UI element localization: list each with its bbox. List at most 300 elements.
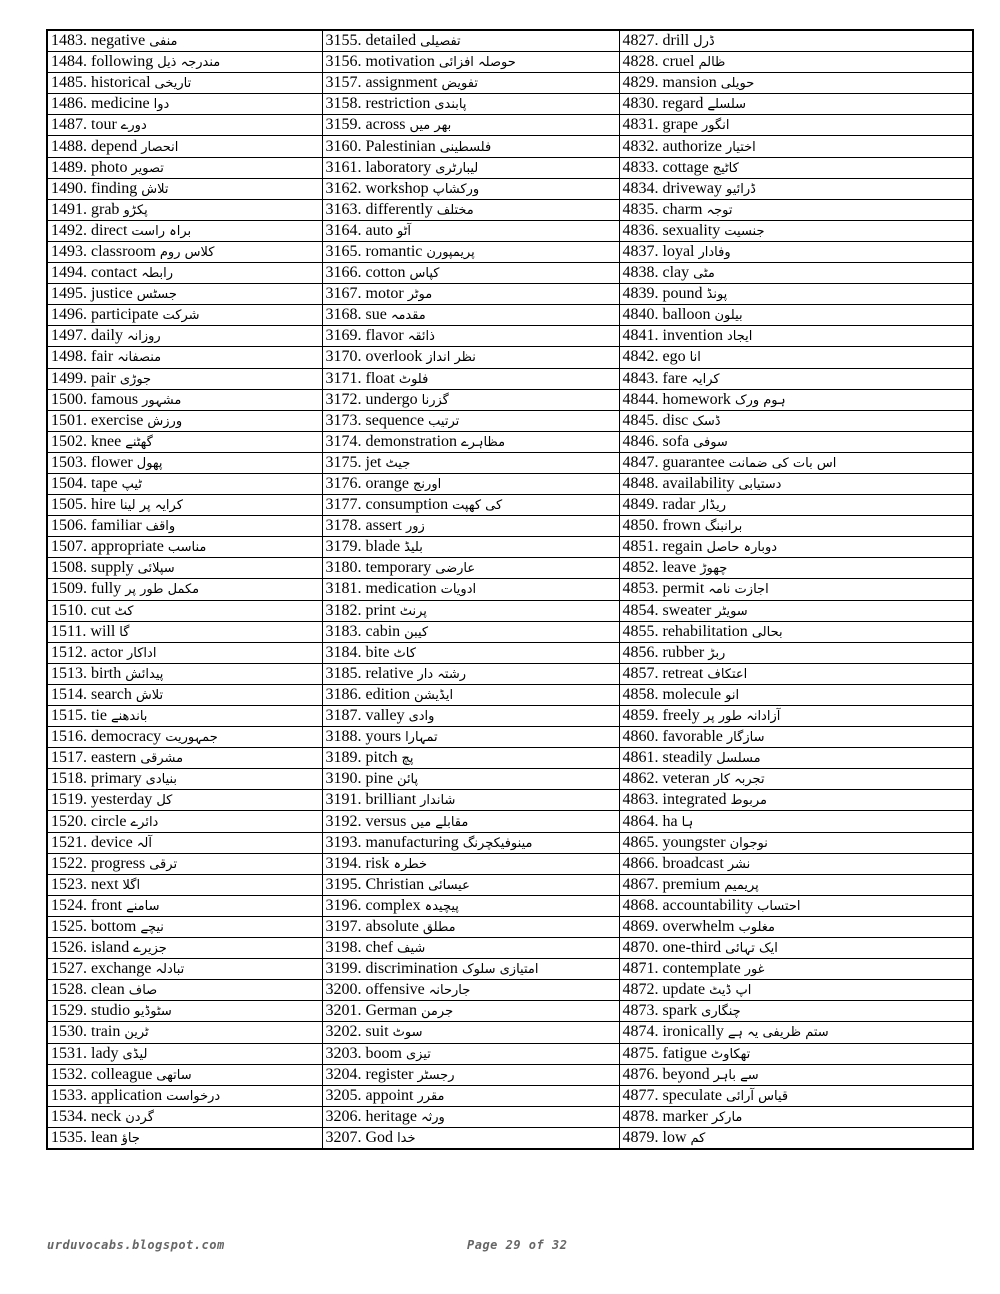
english-word: 3164. auto [325,221,398,239]
table-row [47,136,973,157]
english-word: 3158. restriction [325,95,435,113]
urdu-translation: سامنے [126,898,160,914]
urdu-translation: ترتیب [428,413,460,429]
table-row [47,157,973,178]
english-word: 4870. one-third [622,939,726,957]
vocab-cell [47,558,322,579]
english-word: 3167. motor [325,285,408,303]
urdu-translation: غور [744,962,765,978]
english-word: 4856. rubber [622,643,709,661]
urdu-translation: ادویات [440,582,477,598]
vocab-cell [322,326,619,347]
english-word: 1519. yesterday [51,791,157,809]
urdu-translation: زور [405,519,425,535]
english-word: 1483. negative [51,32,150,50]
english-word: 3182. print [325,601,400,619]
table-row [47,431,973,452]
vocab-cell [47,220,322,241]
urdu-translation: شرکت [162,308,200,324]
vocab-cell [322,157,619,178]
english-word: 4844. homework [622,390,735,408]
english-word: 4848. availability [622,475,739,493]
urdu-translation: سلسلے [707,97,747,113]
urdu-translation: مشرقی [140,751,184,767]
table-row [47,663,973,684]
urdu-translation: سے باہر [713,1067,759,1083]
vocab-cell [619,663,973,684]
urdu-translation: درخواست [166,1088,221,1104]
english-word: 4834. driveway [622,179,727,197]
vocab-cell [47,663,322,684]
urdu-translation: منصفانہ [117,350,162,366]
urdu-translation: ایجاد [726,329,753,345]
english-word: 4875. fatigue [622,1044,711,1062]
urdu-translation: پریمیم [724,877,759,893]
urdu-translation: ساتھی [156,1067,192,1083]
english-word: 3180. temporary [325,559,436,577]
urdu-translation: مغلوب [738,919,775,935]
english-word: 4842. ego [622,348,690,366]
vocab-cell [47,938,322,959]
english-word: 3200. offensive [325,981,429,999]
urdu-translation: ربڑ [708,645,726,661]
table-row [47,1022,973,1043]
english-word: 1491. grab [51,200,124,218]
urdu-translation: مناسب [167,540,207,556]
vocab-cell [322,389,619,410]
urdu-translation: گردن [125,1109,154,1125]
vocab-cell [322,431,619,452]
urdu-translation: جوڑی [119,371,152,387]
english-word: 4833. cottage [622,158,713,176]
english-word: 1499. pair [51,369,120,387]
english-word: 1501. exercise [51,411,148,429]
english-word: 1493. classroom [51,242,160,260]
english-word: 1525. bottom [51,917,141,935]
vocab-cell [619,495,973,516]
urdu-translation: اختیار [726,139,756,155]
vocab-cell [47,94,322,115]
english-word: 1504. tape [51,475,122,493]
vocab-cell [322,30,619,52]
vocab-cell [619,1064,973,1085]
vocab-cell [47,832,322,853]
vocab-cell [322,473,619,494]
english-word: 3172. undergo [325,390,422,408]
english-word: 4841. invention [622,327,727,345]
vocab-cell [619,284,973,305]
vocab-cell [619,853,973,874]
vocab-cell [47,916,322,937]
english-word: 1508. supply [51,559,138,577]
english-word: 1509. fully [51,580,126,598]
urdu-translation: سوٹ [392,1025,423,1041]
urdu-translation: نوجوان [729,835,768,851]
urdu-translation: جمہوریت [165,730,218,746]
english-word: 1494. contact [51,264,142,282]
urdu-translation: بحالی [751,624,783,640]
english-word: 3194. risk [325,854,394,872]
vocab-cell [619,895,973,916]
urdu-translation: کرایہ پر لینا [119,498,183,514]
table-row [47,305,973,326]
table-row [47,368,973,389]
urdu-translation: سپلائی [137,561,175,577]
english-word: 3176. orange [325,475,414,493]
urdu-translation: تھکاوٹ [710,1046,751,1062]
vocab-cell [47,748,322,769]
english-word: 1522. progress [51,854,150,872]
english-word: 4876. beyond [622,1065,714,1083]
vocab-cell [322,241,619,262]
urdu-translation: اپ ڈیٹ [709,983,752,999]
table-row [47,537,973,558]
english-word: 4877. speculate [622,1086,727,1104]
table-row [47,642,973,663]
vocab-cell [322,220,619,241]
english-word: 1497. daily [51,327,127,345]
english-word: 3199. discrimination [325,960,462,978]
urdu-translation: پھول [136,455,163,471]
english-word: 4851. regain [622,538,707,556]
urdu-translation: تفصیلی [420,34,461,50]
english-word: 1507. appropriate [51,538,168,556]
english-word: 3192. versus [325,812,411,830]
english-word: 1492. direct [51,221,132,239]
urdu-translation: ڈرل [693,34,715,50]
vocab-cell [619,94,973,115]
vocab-cell [47,284,322,305]
vocab-cell [322,263,619,284]
urdu-translation: جزیرے [133,941,167,957]
vocab-cell [322,684,619,705]
vocabulary-table-body [47,30,973,1149]
english-word: 3166. cotton [325,264,410,282]
english-word: 1526. island [51,939,134,957]
urdu-translation: مارکر [711,1109,743,1125]
english-word: 1530. train [51,1023,125,1041]
vocab-cell [47,959,322,980]
english-word: 3203. boom [325,1044,406,1062]
vocab-cell [619,136,973,157]
table-row [47,874,973,895]
vocab-cell [47,495,322,516]
vocab-cell [619,832,973,853]
urdu-translation: آلہ [136,835,152,851]
table-row [47,980,973,1001]
vocab-cell [322,347,619,368]
english-word: 3193. manufacturing [325,833,463,851]
table-row [47,1043,973,1064]
table-row [47,263,973,284]
vocab-cell [619,52,973,73]
table-row [47,895,973,916]
urdu-translation: مسلسل [716,751,761,767]
english-word: 3207. God [325,1128,398,1146]
table-row [47,621,973,642]
urdu-translation: کی کھپت [452,498,503,514]
english-word: 1527. exchange [51,960,156,978]
urdu-translation: براہ راست [131,223,192,239]
table-row [47,769,973,790]
urdu-translation: دوبارہ حاصل [706,540,778,556]
vocab-cell [47,980,322,1001]
urdu-translation: مشہور [142,392,182,408]
urdu-translation: جسٹس [136,287,177,303]
urdu-translation: ایڈیشن [413,687,454,703]
vocab-cell [47,410,322,431]
vocab-cell [619,600,973,621]
urdu-translation: چھوڑ [700,561,728,577]
english-word: 3185. relative [325,664,418,682]
vocab-cell [47,136,322,157]
vocab-cell [47,642,322,663]
english-word: 4874. ironically [622,1023,728,1041]
urdu-translation: کرایہ [691,371,720,387]
urdu-translation: فلوٹ [398,371,429,387]
english-word: 3165. romantic [325,242,427,260]
vocab-cell [619,642,973,663]
urdu-translation: گزرنا [421,392,449,408]
table-row [47,516,973,537]
english-word: 4850. frown [622,517,705,535]
vocab-cell [619,790,973,811]
english-word: 4835. charm [622,200,707,218]
vocab-cell [47,452,322,473]
urdu-translation: کاٹ [393,645,416,661]
urdu-translation: ڈسک [692,413,721,429]
urdu-translation: جرمن [421,1004,454,1020]
english-word: 1484. following [51,53,158,71]
vocab-cell [322,73,619,94]
urdu-translation: برانبنگ [704,519,743,535]
vocab-cell [47,115,322,136]
urdu-translation: مندرجہ ذیل [157,55,221,71]
vocab-cell [619,157,973,178]
english-word: 3205. appoint [325,1086,418,1104]
urdu-translation: احتساب [757,898,801,914]
english-word: 1520. circle [51,812,131,830]
vocab-cell [322,537,619,558]
table-row [47,600,973,621]
vocab-cell [619,1022,973,1043]
english-word: 4829. mansion [622,74,721,92]
urdu-translation: مظاہرے [461,434,506,450]
english-word: 3202. suit [325,1023,393,1041]
vocab-cell [322,811,619,832]
urdu-translation: اعتکاف [707,666,748,682]
urdu-translation: تجربہ کار [713,772,765,788]
table-row [47,558,973,579]
vocab-cell [619,916,973,937]
english-word: 3184. bite [325,643,394,661]
english-word: 3196. complex [325,896,425,914]
english-word: 1514. search [51,685,136,703]
english-word: 1485. historical [51,74,155,92]
english-word: 3204. register [325,1065,418,1083]
vocab-cell [619,684,973,705]
vocab-cell [47,874,322,895]
vocab-cell [47,1022,322,1043]
urdu-translation: مقدمہ [390,308,426,324]
english-word: 4849. radar [622,496,700,514]
urdu-translation: نیچے [140,919,164,935]
english-word: 3155. detailed [325,32,421,50]
english-word: 4859. freely [622,707,704,725]
urdu-translation: بیلون [714,308,743,324]
vocab-cell [47,684,322,705]
urdu-translation: پونڈ [706,287,728,303]
urdu-translation: خدا [397,1130,416,1146]
vocab-cell [619,452,973,473]
urdu-translation: ورکشاپ [432,181,480,197]
vocab-cell [47,537,322,558]
footer-website: urduvocabs.blogspot.com [47,1238,225,1252]
english-word: 3157. assignment [325,74,442,92]
urdu-translation: کٹ [114,603,134,619]
english-word: 3161. laboratory [325,158,436,176]
english-word: 1500. famous [51,390,143,408]
urdu-translation: رشتہ دار [417,666,466,682]
english-word: 3206. heritage [325,1107,422,1125]
english-word: 3198. chef [325,939,398,957]
urdu-translation: نظر انداز [426,350,476,366]
english-word: 4865. youngster [622,833,730,851]
english-word: 4847. guarantee [622,453,729,471]
urdu-translation: تبادلہ [155,962,185,978]
table-row [47,94,973,115]
table-row [47,389,973,410]
urdu-translation: ٹیپ [121,477,142,493]
vocab-cell [322,980,619,1001]
english-word: 1510. cut [51,601,115,619]
table-row [47,684,973,705]
urdu-translation: گھٹنے [125,434,153,450]
urdu-translation: حوصلہ افزائی [438,55,516,71]
vocab-cell [322,495,619,516]
vocab-cell [47,263,322,284]
vocab-cell [47,811,322,832]
table-row [47,178,973,199]
english-word: 3168. sue [325,306,391,324]
urdu-translation: کاٹیج [712,160,739,176]
vocab-cell [322,368,619,389]
vocab-cell [619,178,973,199]
vocab-cell [619,241,973,262]
urdu-translation: لیڈی [122,1046,148,1062]
table-row [47,284,973,305]
vocab-cell [619,516,973,537]
urdu-translation: ترقی [149,856,178,872]
vocab-cell [322,452,619,473]
english-word: 1496. participate [51,306,163,324]
vocab-cell [47,1127,322,1149]
vocab-cell [619,326,973,347]
urdu-translation: پیدائش [125,666,164,682]
table-row [47,727,973,748]
english-word: 4846. sofa [622,432,694,450]
vocab-cell [47,368,322,389]
english-word: 1521. device [51,833,137,851]
urdu-translation: جنسیت [724,223,765,239]
english-word: 4866. broadcast [622,854,728,872]
vocab-cell [47,431,322,452]
urdu-translation: باندھنے [111,709,148,725]
english-word: 4872. update [622,981,710,999]
urdu-translation: انگور [702,118,730,134]
urdu-translation: آزادانہ طور پر [703,709,781,725]
vocab-cell [322,136,619,157]
english-word: 3197. absolute [325,917,423,935]
vocab-cell [322,706,619,727]
urdu-translation: خطرہ [393,856,427,872]
urdu-translation: اس بات کی ضمانت [728,455,837,471]
urdu-translation: پریمپورن [426,244,475,260]
english-word: 1495. justice [51,285,137,303]
english-word: 1511. will [51,622,120,640]
vocab-cell [619,263,973,284]
urdu-translation: کلاس روم [159,244,215,260]
vocab-cell [619,1001,973,1022]
table-row [47,916,973,937]
english-word: 3186. edition [325,685,414,703]
vocab-cell [47,790,322,811]
vocab-cell [47,241,322,262]
table-row [47,959,973,980]
table-row [47,52,973,73]
english-word: 4854. sweater [622,601,716,619]
vocab-cell [47,600,322,621]
vocab-cell [619,368,973,389]
vocab-cell [322,1001,619,1022]
vocab-cell [322,832,619,853]
vocab-cell [322,916,619,937]
vocab-cell [322,1085,619,1106]
vocab-cell [322,727,619,748]
english-word: 3162. workshop [325,179,433,197]
english-word: 4840. balloon [622,306,715,324]
urdu-translation: سازگار [726,730,765,746]
urdu-translation: عارضی [435,561,476,577]
urdu-translation: پائن [397,772,419,788]
vocab-cell [619,431,973,452]
urdu-translation: ورثہ [421,1109,445,1125]
vocab-cell [322,1043,619,1064]
english-word: 4836. sexuality [622,221,725,239]
urdu-translation: مقابلے میں [410,814,469,830]
english-word: 4878. marker [622,1107,712,1125]
urdu-translation: بلیڈ [404,540,423,556]
footer-page-number: Page 29 of 32 [467,1238,568,1252]
urdu-translation: انو [725,687,740,703]
urdu-translation: ہا [681,814,694,830]
vocab-cell [322,895,619,916]
english-word: 4862. veteran [622,770,714,788]
urdu-translation: تلاش [135,687,164,703]
vocab-cell [47,157,322,178]
vocab-cell [322,94,619,115]
english-word: 1489. photo [51,158,132,176]
urdu-translation: حویلی [720,76,755,92]
vocab-cell [322,959,619,980]
vocabulary-table [46,29,974,1150]
vocab-cell [619,938,973,959]
vocab-cell [619,305,973,326]
english-word: 4853. permit [622,580,709,598]
urdu-translation: ایک تہائی [725,941,778,957]
urdu-translation: واقف [145,519,176,535]
urdu-translation: جیٹ [385,455,411,471]
